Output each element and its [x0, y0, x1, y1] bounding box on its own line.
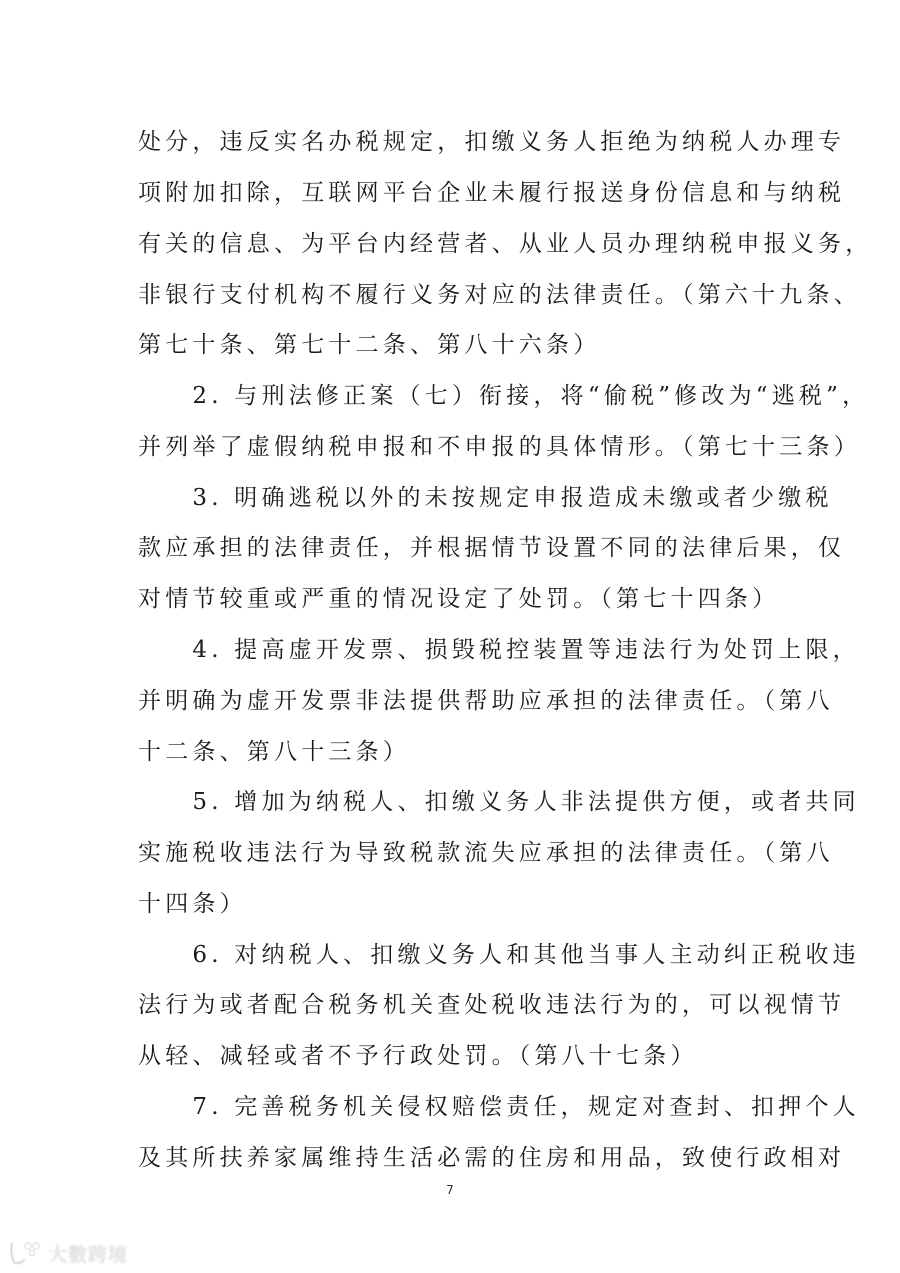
body-text-line: 款应承担的法律责任，并根据情节设置不同的法律后果，仅 — [138, 535, 846, 561]
body-text-line: 非银行支付机构不履行义务对应的法律责任。（第六十九条、 — [138, 282, 861, 308]
watermark-logo-icon — [8, 1240, 44, 1266]
body-text-line: 项附加扣除，互联网平台企业未履行报送身份信息和与纳税 — [138, 180, 846, 206]
watermark — [8, 1240, 128, 1266]
body-text-line: 第七十条、第七十二条、第八十六条） — [138, 332, 601, 358]
body-text-line: 十二条、第八十三条） — [138, 739, 410, 765]
watermark-text: 大數跨境 — [48, 1243, 129, 1266]
page-number: 7 — [446, 1183, 454, 1197]
body-text-line: 并明确为虚开发票非法提供帮助应承担的法律责任。（第八 — [138, 688, 834, 714]
body-text-line: 对情节较重或严重的情况设定了处罚。（第七十四条） — [138, 586, 780, 612]
body-text-line: 2. 与刑法修正案（七）衔接，将“偷税”修改为“逃税”， — [138, 383, 870, 409]
body-text-line: 7. 完善税务机关侵权赔偿责任，规定对查封、扣押个人 — [138, 1094, 860, 1120]
body-text-line: 5. 增加为纳税人、扣缴义务人非法提供方便，或者共同 — [138, 789, 860, 815]
body-text-line: 实施税收违法行为导致税款流失应承担的法律责任。（第八 — [138, 840, 834, 866]
body-text-line: 6. 对纳税人、扣缴义务人和其他当事人主动纠正税收违 — [138, 942, 860, 968]
body-text-line: 并列举了虚假纳税申报和不申报的具体情形。（第七十三条） — [138, 434, 861, 460]
body-text-line: 十四条） — [138, 891, 247, 917]
body-text-line: 有关的信息、为平台内经营者、从业人员办理纳税申报义务， — [138, 231, 873, 257]
body-text-line: 法行为或者配合税务机关查处税收违法行为的，可以视情节 — [138, 992, 846, 1018]
body-text-line: 3. 明确逃税以外的未按规定申报造成未缴或者少缴税 — [138, 485, 833, 511]
body-text-line: 从轻、减轻或者不予行政处罚。（第八十七条） — [138, 1043, 698, 1069]
body-text-line: 处分，违反实名办税规定，扣缴义务人拒绝为纳税人办理专 — [138, 129, 846, 155]
body-text-line: 及其所扶养家属维持生活必需的住房和用品，致使行政相对 — [138, 1145, 846, 1171]
body-text-line: 4. 提高虚开发票、损毁税控装置等违法行为处罚上限， — [138, 637, 860, 663]
